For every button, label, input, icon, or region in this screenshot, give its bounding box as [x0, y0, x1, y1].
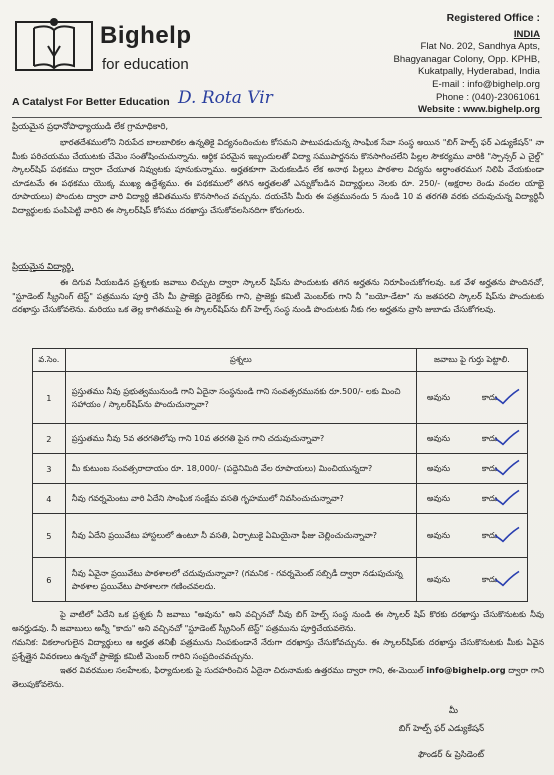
row-answer-cell — [416, 558, 527, 602]
header-serial-no: వ.సెం. — [33, 349, 66, 372]
table-row — [33, 372, 528, 424]
registered-office — [320, 12, 540, 117]
closing-yours: మీ — [448, 706, 458, 716]
table-header-row — [33, 349, 528, 372]
row-question: నీవు ఏవైనా ప్రయివేటు పాఠశాలలో చదువుచున్నావా? (గమనిక - గవర్నమెంట్ సబ్సిడీ ద్వారా నడుపుచున్న పాఠశాల ప్రయివేటు పాఠశాలగా గణించవలదు. — [65, 558, 416, 602]
row-answer-cell — [416, 372, 527, 424]
answer-yes-option[interactable]: అవును — [426, 462, 451, 473]
checkmark-icon — [493, 570, 521, 586]
row-question: నీవు గవర్నమెంటు వారి ఏదేని సాంఘిక సంక్షేమ వసతి గృహములో నివసించుచున్నావా? — [65, 484, 416, 514]
header-question: ప్రశ్నలు — [65, 349, 416, 372]
row-question: ప్రస్తుతము నీవు 5వ తరగతిలోపు గాని 10వ తరగతి పైన గాని చదువుచున్నావా? — [65, 424, 416, 454]
checkmark-icon — [493, 459, 521, 475]
contact-email-link[interactable]: info@bighelp.org — [426, 665, 506, 675]
disqualification-paragraph: పై వాటిలో ఏదేని ఒక ప్రశ్నకు నీ జవాబు "అవును" అని వచ్చినచో నీవు బిగ్ హెల్ప్ సంస్థ నుండి ఈ స్కాలర్ షిప్ కొరకు దరఖాస్తు చేసుకొనుటకు నీవు అనర్హుడవు. నీ జవాబులు అన్నీ "కాదు" అని వచ్చినచో "స్టూడెంట్ స్క్రీనింగ్ టెస్ట్" పత్రమును పూర్తిచేయవలెను. — [12, 609, 544, 633]
answer-no-option[interactable]: కాదు — [481, 462, 498, 473]
tagline: A Catalyst For Better Education — [12, 96, 170, 108]
contact-paragraph — [12, 664, 544, 691]
contact-text: ఇతర వివరముల సలహేలకు, ఫిర్యాదులకు పై సుదహరించిన ఏదైనా చిరునామకు ఉత్తరము ద్వారా గాని, ఈ-మెయిల్ — [60, 665, 427, 675]
answer-no-option[interactable]: కాదు — [481, 391, 498, 402]
bighelp-logo-icon — [14, 16, 94, 74]
table-row — [33, 514, 528, 558]
note-paragraph: గమనిక: వికలాంగులైన విద్యార్థులు ఆ అర్హత తనిఖీ పత్రమును నింపకుండానే నేరుగా దరఖాస్తు చేసుకోవచ్చును. ఈ స్కాలర్‌షిప్‌కు దరఖాస్తు చేసుకొనుటకు మీకు ఏవైన ప్రశ్నేత్తైన వివరణలు ఉన్నచో ప్రాజెక్టు కమిటీ మెంబర్ గారిని సంప్రదించవచ్చును. — [12, 637, 544, 661]
eligibility-table — [32, 348, 528, 602]
header-divider — [12, 117, 542, 118]
closing-organization: బిగ్ హెల్ప్ ఫర్ ఎడ్యుకేషన్ — [398, 724, 484, 734]
instructions-paragraph: ఈ దిగువ నీయబడిన ప్రశ్నలకు జవాబు లిచ్చుట ద్వారా స్కాలర్ షిప్‌ను పొందుటకు తగిన అర్హతను నిరూపించుకోగలవు. ఒక వేళ అర్హతను పొందినచో, "స్టూడెంట్ స్క్రీనింగ్ టెస్ట్" పత్రమును పూర్తి చేసి మీ ప్రాజెక్టు డైరెక్టర్‌కు గాని, ప్రాజెక్టు కమిటీ మెంబర్‌కు గాని నీ "బయో-డేటా" ను జతపరచి స్కాలర్ షిప్‌ను పొందుటకు దరఖాస్తు చేసుకోవలెను. మరియు ఒక తెల్ల కాగితముపై ఈ స్కాలర్‌షిప్‌ను బిగ్ హెల్ప్ సంస్థ నుండి పొందుటకు నీకు గల అర్హతను వ్రాసి జుబాడు చేసుకోగలవు. — [12, 277, 544, 315]
office-address-line: Flat No. 202, Sandhya Apts, — [420, 41, 540, 53]
table-row — [33, 558, 528, 602]
row-question: మీ కుటుంబ సంవత్సరాదాయం రూ. 18,000/- (పద్దెనిమిది వేల రూపాయలు) మించియున్నదా? — [65, 454, 416, 484]
answer-yes-option[interactable]: అవును — [426, 391, 451, 402]
checkmark-icon — [493, 526, 521, 542]
greeting-student: ప్రియమైన విద్యార్థి, — [12, 262, 74, 272]
checkmark-icon — [493, 489, 521, 505]
contact-text-end: ద్వారా గాని తెలుపుకోవలెను. — [12, 665, 544, 689]
office-website: Website : www.bighelp.org — [417, 104, 540, 116]
brand-subtitle: for education — [102, 56, 189, 73]
row-question: ప్రస్తుతము నీవు ప్రభుత్వమునుండి గాని ఏదైనా సంస్థనుండి గాని సంవత్సరమునకు రూ.500/- లకు మించి సహాయం / స్కాలర్‌షిప్‌ను పొందుచున్నావా? — [65, 372, 416, 424]
office-email: E-mail : info@bighelp.org — [432, 78, 540, 90]
intro-paragraph: భారతదేశములోని నిరుపేద బాలబాలికల ఉన్నతికై విద్యనందించుట కోసమని పాటుపడుచున్న సాంఘిక సేవా సంస్థ అయిన "బిగ్ హెల్ప్ ఫర్ ఎడ్యుకేషన్" నా మీకు పరిచయము చేయుటకు చేమెం సంతోషించుచున్నాను. ఆర్థిక పరమైన ఇబ్బందులతో విద్యా సముపార్జనను కొనసాగించలేని పిల్లల సౌకర్యము వారికి "స్పాన్సర్ ఎ చైల్డ్" స్కాలర్‌షిప్ పథకము ద్వారా చేయూత నివ్వుటకు పూనుకున్నాము. అర్హతకూగా మెరుకబడిన లేక అనాథ పిల్లలు పాఠశాల విద్యను అర్ధాంతరముగ నిలిపి వేయకుండా చూడటమే ఈ పథకము యొక్క ముఖ్య ఉద్దేశ్యము. ఈ పథకములో తగిన అర్హతలతో ఎన్నుకోబడిన విద్యార్థులు నెలకు రూ. 250/- (అక్షరాల రెండు వందల యాభై రూపాయలు) పొందుట ద్వారా వారి విద్యార్థి జీవితమును కొనసాగించ వచ్చును. దయచేసి మీరు ఈ పత్రమునందు 5 నుండి 10 వ తరగతి వరకు చదువుచున్న విద్యార్థినీ విద్యార్థులకు పంపిపెట్టి వారిని ఈ స్కాలర్‌షిప్ కోసము దరఖాస్తు చేసుకోవలసినదిగా కోరుగలరు. — [12, 137, 544, 215]
row-serial-no: 5 — [33, 514, 66, 558]
answer-no-option[interactable]: కాదు — [481, 529, 498, 540]
answer-yes-option[interactable]: అవును — [426, 432, 451, 443]
row-serial-no: 4 — [33, 484, 66, 514]
row-answer-cell — [416, 484, 527, 514]
checkmark-icon — [493, 388, 521, 404]
answer-no-option[interactable]: కాదు — [481, 432, 498, 443]
office-city: INDIA — [513, 28, 540, 40]
row-serial-no: 6 — [33, 558, 66, 602]
closing-title: ఫౌండర్ & ప్రెసిడెంట్ — [418, 750, 484, 760]
office-title: Registered Office : — [446, 12, 540, 24]
header-answer: జవాబు పై గుర్తు పెట్టాలి. — [416, 349, 527, 372]
answer-yes-option[interactable]: అవును — [426, 529, 451, 540]
row-question: నీవు ఏదేని ప్రయివేటు హాస్టలులో ఉంటూ నీ వసతి, ఏర్పాటుకై ఏమియైనా ఫీజు చెల్లించుచున్నావా? — [65, 514, 416, 558]
office-phone: Phone : (040)-23061061 — [435, 91, 540, 103]
table-row — [33, 424, 528, 454]
greeting-headmaster: ప్రియమైన ప్రధానోపాధ్యాయుడి లేక గ్రామాధికారి, — [12, 122, 169, 132]
brand-name: Bighelp — [100, 22, 192, 49]
table-row — [33, 484, 528, 514]
row-serial-no: 2 — [33, 424, 66, 454]
answer-no-option[interactable]: కాదు — [481, 492, 498, 503]
answer-no-option[interactable]: కాదు — [481, 573, 498, 584]
row-answer-cell — [416, 454, 527, 484]
office-address-line: Bhagyanagar Colony, Opp. KPHB, — [393, 53, 540, 65]
row-answer-cell — [416, 424, 527, 454]
answer-yes-option[interactable]: అవును — [426, 492, 451, 503]
row-answer-cell — [416, 514, 527, 558]
office-address-line: Kukatpally, Hyderabad, India — [418, 66, 540, 78]
handwritten-name: D. Rota Vir — [178, 88, 273, 108]
checkmark-icon — [493, 429, 521, 445]
row-serial-no: 1 — [33, 372, 66, 424]
answer-yes-option[interactable]: అవును — [426, 573, 451, 584]
row-serial-no: 3 — [33, 454, 66, 484]
table-row — [33, 454, 528, 484]
